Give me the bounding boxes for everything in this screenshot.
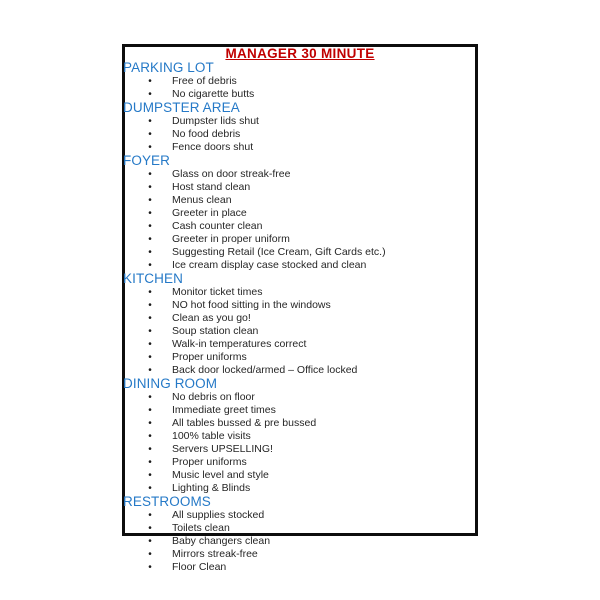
checklist-item bbox=[125, 115, 475, 128]
checklist-item-label: Glass on door streak-free bbox=[172, 168, 291, 180]
checklist-item-label: No cigarette butts bbox=[172, 88, 255, 100]
checklist-item-label: Baby changers clean bbox=[172, 535, 271, 547]
checklist-document-page bbox=[122, 44, 478, 573]
checklist-item bbox=[125, 351, 475, 364]
checklist-item-label: Proper uniforms bbox=[172, 456, 247, 468]
checklist-item bbox=[125, 338, 475, 351]
checklist-item-label: Ice cream display case stocked and clean bbox=[172, 259, 367, 271]
bullet-icon: • bbox=[148, 313, 152, 324]
checklist-item bbox=[125, 561, 475, 574]
checklist-item bbox=[125, 141, 475, 154]
checklist-item-label: Menus clean bbox=[172, 194, 232, 206]
bullet-icon: • bbox=[148, 129, 152, 140]
bullet-icon: • bbox=[148, 300, 152, 311]
checklist-item-label: Back door locked/armed – Office locked bbox=[172, 364, 358, 376]
checklist-item-label: Music level and style bbox=[172, 469, 269, 481]
checklist-item bbox=[125, 522, 475, 535]
checklist-item-label: Cash counter clean bbox=[172, 220, 263, 232]
checklist-item-label: No debris on floor bbox=[172, 391, 255, 403]
bullet-icon: • bbox=[148, 431, 152, 442]
bullet-icon: • bbox=[148, 523, 152, 534]
checklist-item-label: Toilets clean bbox=[172, 522, 230, 534]
section-heading-kitchen: KITCHEN bbox=[123, 271, 183, 286]
bullet-icon: • bbox=[148, 457, 152, 468]
bullet-icon: • bbox=[148, 247, 152, 258]
checklist-item bbox=[125, 207, 475, 220]
checklist-item-label: Greeter in proper uniform bbox=[172, 233, 290, 245]
checklist-item-label: No food debris bbox=[172, 128, 241, 140]
checklist-item bbox=[125, 194, 475, 207]
section-foyer bbox=[125, 154, 475, 272]
bullet-icon: • bbox=[148, 287, 152, 298]
checklist-item bbox=[125, 443, 475, 456]
checklist-item bbox=[125, 233, 475, 246]
section-heading-dining-room: DINING ROOM bbox=[123, 376, 218, 391]
checklist-item-label: All tables bussed & pre bussed bbox=[172, 417, 317, 429]
checklist-item-label: Lighting & Blinds bbox=[172, 482, 251, 494]
checklist-item-label: Fence doors shut bbox=[172, 141, 254, 153]
checklist-item bbox=[125, 75, 475, 88]
checklist-item bbox=[125, 325, 475, 338]
checklist-item-label: Monitor ticket times bbox=[172, 286, 263, 298]
checklist-item-label: NO hot food sitting in the windows bbox=[172, 299, 331, 311]
checklist-item-label: Walk-in temperatures correct bbox=[172, 338, 307, 350]
checklist-item-label: Clean as you go! bbox=[172, 312, 251, 324]
bullet-icon: • bbox=[148, 365, 152, 376]
checklist-item bbox=[125, 469, 475, 482]
bullet-icon: • bbox=[148, 182, 152, 193]
bullet-icon: • bbox=[148, 208, 152, 219]
bullet-icon: • bbox=[148, 352, 152, 363]
checklist-item bbox=[125, 404, 475, 417]
section-dining-room bbox=[125, 377, 475, 495]
section-parking-lot bbox=[125, 61, 475, 101]
bullet-icon: • bbox=[148, 89, 152, 100]
checklist-item-label: Dumpster lids shut bbox=[172, 115, 259, 127]
bullet-icon: • bbox=[148, 510, 152, 521]
checklist-item-label: Floor Clean bbox=[172, 561, 227, 573]
checklist-item-label: Mirrors streak-free bbox=[172, 548, 258, 560]
bullet-icon: • bbox=[148, 221, 152, 232]
checklist-item-label: 100% table visits bbox=[172, 430, 251, 442]
checklist-item bbox=[125, 286, 475, 299]
checklist-item bbox=[125, 417, 475, 430]
bullet-icon: • bbox=[148, 260, 152, 271]
checklist-item bbox=[125, 535, 475, 548]
checklist-item-label: Servers UPSELLING! bbox=[172, 443, 273, 455]
checklist-item bbox=[125, 168, 475, 181]
section-heading-parking-lot: PARKING LOT bbox=[123, 60, 214, 75]
bullet-icon: • bbox=[148, 76, 152, 87]
bullet-icon: • bbox=[148, 470, 152, 481]
checklist-item bbox=[125, 391, 475, 404]
section-heading-restrooms: RESTROOMS bbox=[123, 494, 211, 509]
bullet-icon: • bbox=[148, 234, 152, 245]
checklist-item bbox=[125, 456, 475, 469]
checklist-item bbox=[125, 220, 475, 233]
bullet-icon: • bbox=[148, 562, 152, 573]
checklist-item bbox=[125, 128, 475, 141]
checklist-item bbox=[125, 246, 475, 259]
checklist-item-label: All supplies stocked bbox=[172, 509, 265, 521]
section-dumpster-area bbox=[125, 101, 475, 154]
document-title: MANAGER 30 MINUTE bbox=[225, 46, 375, 61]
section-restrooms bbox=[125, 495, 475, 574]
checklist-item-label: Suggesting Retail (Ice Cream, Gift Cards etc.) bbox=[172, 246, 386, 258]
bullet-icon: • bbox=[148, 392, 152, 403]
bullet-icon: • bbox=[148, 169, 152, 180]
checklist-item-label: Greeter in place bbox=[172, 207, 247, 219]
bullet-icon: • bbox=[148, 195, 152, 206]
section-kitchen bbox=[125, 272, 475, 377]
bullet-icon: • bbox=[148, 483, 152, 494]
checklist-item-label: Free of debris bbox=[172, 75, 237, 87]
bullet-icon: • bbox=[148, 339, 152, 350]
checklist-item bbox=[125, 299, 475, 312]
checklist-item-label: Immediate greet times bbox=[172, 404, 276, 416]
checklist-item-label: Proper uniforms bbox=[172, 351, 247, 363]
checklist-item bbox=[125, 430, 475, 443]
bullet-icon: • bbox=[148, 418, 152, 429]
bullet-icon: • bbox=[148, 142, 152, 153]
bullet-icon: • bbox=[148, 549, 152, 560]
checklist-item-label: Host stand clean bbox=[172, 181, 251, 193]
checklist-item bbox=[125, 548, 475, 561]
checklist-item-label: Soup station clean bbox=[172, 325, 259, 337]
bullet-icon: • bbox=[148, 444, 152, 455]
section-heading-dumpster-area: DUMPSTER AREA bbox=[123, 100, 240, 115]
checklist-item bbox=[125, 509, 475, 522]
bullet-icon: • bbox=[148, 405, 152, 416]
bullet-icon: • bbox=[148, 326, 152, 337]
section-heading-foyer: FOYER bbox=[123, 153, 171, 168]
checklist-item bbox=[125, 181, 475, 194]
bullet-icon: • bbox=[148, 536, 152, 547]
bullet-icon: • bbox=[148, 116, 152, 127]
checklist-item bbox=[125, 312, 475, 325]
